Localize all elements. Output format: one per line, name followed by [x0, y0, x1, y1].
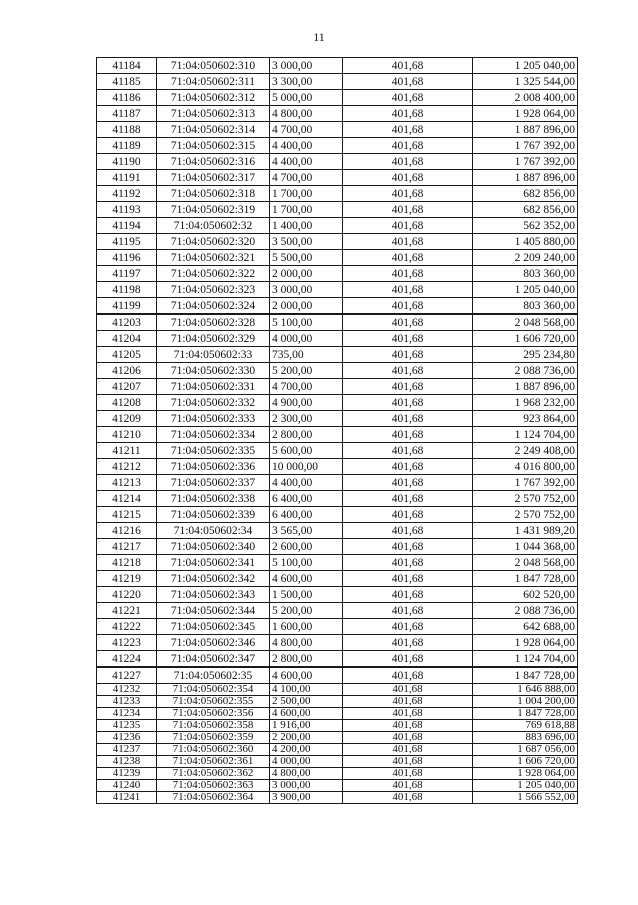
cadastral-number-cell: 71:04:050602:311 [157, 74, 270, 90]
row-number-cell: 41190 [97, 154, 157, 170]
cadastral-number-cell: 71:04:050602:313 [157, 106, 270, 122]
row-number-cell: 41223 [97, 635, 157, 651]
area-cell: 4 400,00 [270, 154, 343, 170]
cadastral-number-cell: 71:04:050602:323 [157, 282, 270, 298]
area-cell: 1 400,00 [270, 218, 343, 234]
specific-value-cell: 401,68 [343, 587, 473, 603]
cadastral-number-cell: 71:04:050602:344 [157, 603, 270, 619]
specific-value-cell: 401,68 [343, 331, 473, 347]
row-number-cell: 41209 [97, 411, 157, 427]
specific-value-cell: 401,68 [343, 603, 473, 619]
specific-value-cell: 401,68 [343, 234, 473, 250]
cadastral-value-cell: 1 687 056,00 [473, 744, 578, 756]
specific-value-cell: 401,68 [343, 347, 473, 363]
area-cell: 4 600,00 [270, 708, 343, 720]
specific-value-cell: 401,68 [343, 571, 473, 587]
table-row [97, 523, 578, 539]
table-row [97, 218, 578, 234]
row-number-cell: 41210 [97, 427, 157, 443]
cadastral-number-cell: 71:04:050602:312 [157, 90, 270, 106]
specific-value-cell: 401,68 [343, 411, 473, 427]
table-row [97, 696, 578, 708]
specific-value-cell: 401,68 [343, 443, 473, 459]
cadastral-value-cell: 2 048 568,00 [473, 555, 578, 571]
specific-value-cell: 401,68 [343, 395, 473, 411]
row-number-cell: 41232 [97, 684, 157, 696]
specific-value-cell: 401,68 [343, 619, 473, 635]
row-number-cell: 41239 [97, 768, 157, 780]
area-cell: 3 000,00 [270, 58, 343, 74]
specific-value-cell: 401,68 [343, 266, 473, 282]
cadastral-value-cell: 1 646 888,00 [473, 684, 578, 696]
row-number-cell: 41203 [97, 314, 157, 331]
cadastral-value-cell: 1 205 040,00 [473, 58, 578, 74]
row-number-cell: 41205 [97, 347, 157, 363]
cadastral-value-cell: 1 887 896,00 [473, 122, 578, 138]
cadastral-value-cell: 1 767 392,00 [473, 475, 578, 491]
cadastral-number-cell: 71:04:050602:321 [157, 250, 270, 266]
area-cell: 6 400,00 [270, 491, 343, 507]
cadastral-value-cell: 1 928 064,00 [473, 106, 578, 122]
cadastral-number-cell: 71:04:050602:318 [157, 186, 270, 202]
row-number-cell: 41227 [97, 667, 157, 684]
table-row [97, 363, 578, 379]
area-cell: 3 000,00 [270, 282, 343, 298]
cadastral-number-cell: 71:04:050602:332 [157, 395, 270, 411]
area-cell: 4 200,00 [270, 744, 343, 756]
row-number-cell: 41187 [97, 106, 157, 122]
cadastral-number-cell: 71:04:050602:324 [157, 298, 270, 315]
area-cell: 4 700,00 [270, 122, 343, 138]
row-number-cell: 41238 [97, 756, 157, 768]
area-cell: 4 800,00 [270, 768, 343, 780]
area-cell: 2 600,00 [270, 539, 343, 555]
table-row [97, 732, 578, 744]
cadastral-value-cell: 1 124 704,00 [473, 427, 578, 443]
cadastral-value-cell: 923 864,00 [473, 411, 578, 427]
area-cell: 2 000,00 [270, 298, 343, 315]
specific-value-cell: 401,68 [343, 202, 473, 218]
cadastral-number-cell: 71:04:050602:316 [157, 154, 270, 170]
table-row [97, 720, 578, 732]
row-number-cell: 41212 [97, 459, 157, 475]
cadastral-number-cell: 71:04:050602:328 [157, 314, 270, 331]
specific-value-cell: 401,68 [343, 154, 473, 170]
cadastral-value-cell: 2 048 568,00 [473, 314, 578, 331]
area-cell: 3 900,00 [270, 792, 343, 804]
specific-value-cell: 401,68 [343, 523, 473, 539]
area-cell: 3 565,00 [270, 523, 343, 539]
specific-value-cell: 401,68 [343, 732, 473, 744]
specific-value-cell: 401,68 [343, 475, 473, 491]
table-row [97, 74, 578, 90]
cadastral-number-cell: 71:04:050602:310 [157, 58, 270, 74]
cadastral-value-cell: 1 405 880,00 [473, 234, 578, 250]
specific-value-cell: 401,68 [343, 744, 473, 756]
area-cell: 4 800,00 [270, 635, 343, 651]
area-cell: 3 000,00 [270, 780, 343, 792]
specific-value-cell: 401,68 [343, 427, 473, 443]
row-number-cell: 41236 [97, 732, 157, 744]
cadastral-value-cell: 4 016 800,00 [473, 459, 578, 475]
area-cell: 4 000,00 [270, 756, 343, 768]
cadastral-value-cell: 562 352,00 [473, 218, 578, 234]
table-row [97, 58, 578, 74]
cadastral-number-cell: 71:04:050602:354 [157, 684, 270, 696]
row-number-cell: 41206 [97, 363, 157, 379]
cadastral-value-cell: 1 767 392,00 [473, 154, 578, 170]
specific-value-cell: 401,68 [343, 250, 473, 266]
row-number-cell: 41221 [97, 603, 157, 619]
cadastral-value-cell: 1 004 200,00 [473, 696, 578, 708]
row-number-cell: 41186 [97, 90, 157, 106]
specific-value-cell: 401,68 [343, 282, 473, 298]
cadastral-number-cell: 71:04:050602:331 [157, 379, 270, 395]
specific-value-cell: 401,68 [343, 491, 473, 507]
cadastral-number-cell: 71:04:050602:34 [157, 523, 270, 539]
cadastral-value-cell: 1 767 392,00 [473, 138, 578, 154]
row-number-cell: 41194 [97, 218, 157, 234]
specific-value-cell: 401,68 [343, 298, 473, 315]
cadastral-value-cell: 1 325 544,00 [473, 74, 578, 90]
cadastral-number-cell: 71:04:050602:333 [157, 411, 270, 427]
area-cell: 2 300,00 [270, 411, 343, 427]
cadastral-number-cell: 71:04:050602:336 [157, 459, 270, 475]
specific-value-cell: 401,68 [343, 555, 473, 571]
cadastral-value-cell: 642 688,00 [473, 619, 578, 635]
cadastral-number-cell: 71:04:050602:360 [157, 744, 270, 756]
row-number-cell: 41185 [97, 74, 157, 90]
cadastral-value-cell: 2 249 408,00 [473, 443, 578, 459]
specific-value-cell: 401,68 [343, 768, 473, 780]
specific-value-cell: 401,68 [343, 122, 473, 138]
specific-value-cell: 401,68 [343, 170, 473, 186]
cadastral-number-cell: 71:04:050602:363 [157, 780, 270, 792]
table-row [97, 491, 578, 507]
area-cell: 2 500,00 [270, 696, 343, 708]
table-row [97, 768, 578, 780]
table-row [97, 756, 578, 768]
area-cell: 735,00 [270, 347, 343, 363]
cadastral-value-cell: 2 088 736,00 [473, 363, 578, 379]
cadastral-number-cell: 71:04:050602:317 [157, 170, 270, 186]
row-number-cell: 41208 [97, 395, 157, 411]
specific-value-cell: 401,68 [343, 507, 473, 523]
table-row [97, 298, 578, 315]
cadastral-value-cell: 1 928 064,00 [473, 635, 578, 651]
cadastral-number-cell: 71:04:050602:340 [157, 539, 270, 555]
cadastral-number-cell: 71:04:050602:315 [157, 138, 270, 154]
area-cell: 4 400,00 [270, 475, 343, 491]
cadastral-value-cell: 602 520,00 [473, 587, 578, 603]
table-row [97, 459, 578, 475]
cadastral-number-cell: 71:04:050602:338 [157, 491, 270, 507]
cadastral-number-cell: 71:04:050602:359 [157, 732, 270, 744]
cadastral-value-cell: 1 847 728,00 [473, 571, 578, 587]
table-row [97, 507, 578, 523]
cadastral-value-cell: 1 847 728,00 [473, 708, 578, 720]
table-row [97, 708, 578, 720]
area-cell: 2 800,00 [270, 427, 343, 443]
table-row [97, 250, 578, 266]
specific-value-cell: 401,68 [343, 667, 473, 684]
area-cell: 2 000,00 [270, 266, 343, 282]
cadastral-value-cell: 682 856,00 [473, 186, 578, 202]
table-row [97, 475, 578, 491]
row-number-cell: 41204 [97, 331, 157, 347]
table-row [97, 587, 578, 603]
cadastral-number-cell: 71:04:050602:334 [157, 427, 270, 443]
specific-value-cell: 401,68 [343, 539, 473, 555]
table-row [97, 635, 578, 651]
specific-value-cell: 401,68 [343, 459, 473, 475]
cadastral-value-cell: 2 209 240,00 [473, 250, 578, 266]
cadastral-value-cell: 2 570 752,00 [473, 491, 578, 507]
table-row [97, 780, 578, 792]
area-cell: 6 400,00 [270, 507, 343, 523]
area-cell: 5 600,00 [270, 443, 343, 459]
cadastral-value-table [96, 57, 578, 804]
table-row [97, 539, 578, 555]
cadastral-value-cell: 2 570 752,00 [473, 507, 578, 523]
cadastral-number-cell: 71:04:050602:33 [157, 347, 270, 363]
area-cell: 4 600,00 [270, 571, 343, 587]
cadastral-number-cell: 71:04:050602:347 [157, 651, 270, 668]
cadastral-number-cell: 71:04:050602:32 [157, 218, 270, 234]
cadastral-number-cell: 71:04:050602:361 [157, 756, 270, 768]
row-number-cell: 41218 [97, 555, 157, 571]
area-cell: 1 916,00 [270, 720, 343, 732]
cadastral-value-cell: 2 088 736,00 [473, 603, 578, 619]
specific-value-cell: 401,68 [343, 780, 473, 792]
row-number-cell: 41237 [97, 744, 157, 756]
row-number-cell: 41197 [97, 266, 157, 282]
cadastral-number-cell: 71:04:050602:343 [157, 587, 270, 603]
specific-value-cell: 401,68 [343, 635, 473, 651]
area-cell: 10 000,00 [270, 459, 343, 475]
row-number-cell: 41184 [97, 58, 157, 74]
area-cell: 5 500,00 [270, 250, 343, 266]
area-cell: 3 300,00 [270, 74, 343, 90]
specific-value-cell: 401,68 [343, 684, 473, 696]
cadastral-number-cell: 71:04:050602:362 [157, 768, 270, 780]
table-row [97, 186, 578, 202]
area-cell: 1 700,00 [270, 186, 343, 202]
cadastral-value-cell: 883 696,00 [473, 732, 578, 744]
table-row [97, 411, 578, 427]
table-row [97, 427, 578, 443]
specific-value-cell: 401,68 [343, 696, 473, 708]
specific-value-cell: 401,68 [343, 651, 473, 668]
table-row [97, 122, 578, 138]
table-row [97, 170, 578, 186]
row-number-cell: 41216 [97, 523, 157, 539]
row-number-cell: 41189 [97, 138, 157, 154]
cadastral-number-cell: 71:04:050602:314 [157, 122, 270, 138]
cadastral-value-cell: 1 847 728,00 [473, 667, 578, 684]
table-row [97, 395, 578, 411]
table-row [97, 331, 578, 347]
cadastral-value-cell: 2 008 400,00 [473, 90, 578, 106]
row-number-cell: 41196 [97, 250, 157, 266]
row-number-cell: 41192 [97, 186, 157, 202]
row-number-cell: 41211 [97, 443, 157, 459]
table-row [97, 684, 578, 696]
row-number-cell: 41215 [97, 507, 157, 523]
specific-value-cell: 401,68 [343, 218, 473, 234]
cadastral-number-cell: 71:04:050602:345 [157, 619, 270, 635]
row-number-cell: 41195 [97, 234, 157, 250]
specific-value-cell: 401,68 [343, 74, 473, 90]
table-row [97, 234, 578, 250]
area-cell: 1 600,00 [270, 619, 343, 635]
row-number-cell: 41193 [97, 202, 157, 218]
table-row [97, 571, 578, 587]
specific-value-cell: 401,68 [343, 756, 473, 768]
specific-value-cell: 401,68 [343, 314, 473, 331]
row-number-cell: 41191 [97, 170, 157, 186]
area-cell: 5 200,00 [270, 363, 343, 379]
cadastral-value-cell: 295 234,80 [473, 347, 578, 363]
specific-value-cell: 401,68 [343, 708, 473, 720]
cadastral-value-cell: 1 205 040,00 [473, 282, 578, 298]
specific-value-cell: 401,68 [343, 58, 473, 74]
row-number-cell: 41188 [97, 122, 157, 138]
row-number-cell: 41224 [97, 651, 157, 668]
cadastral-value-cell: 1 205 040,00 [473, 780, 578, 792]
cadastral-value-cell: 1 606 720,00 [473, 756, 578, 768]
cadastral-value-cell: 1 887 896,00 [473, 170, 578, 186]
table-row [97, 154, 578, 170]
area-cell: 5 100,00 [270, 555, 343, 571]
table-row [97, 138, 578, 154]
cadastral-value-cell: 803 360,00 [473, 266, 578, 282]
row-number-cell: 41214 [97, 491, 157, 507]
area-cell: 4 100,00 [270, 684, 343, 696]
cadastral-number-cell: 71:04:050602:346 [157, 635, 270, 651]
cadastral-value-cell: 1 968 232,00 [473, 395, 578, 411]
cadastral-number-cell: 71:04:050602:356 [157, 708, 270, 720]
cadastral-number-cell: 71:04:050602:335 [157, 443, 270, 459]
area-cell: 4 400,00 [270, 138, 343, 154]
table-row [97, 443, 578, 459]
cadastral-number-cell: 71:04:050602:341 [157, 555, 270, 571]
table-row [97, 106, 578, 122]
cadastral-number-cell: 71:04:050602:355 [157, 696, 270, 708]
area-cell: 4 000,00 [270, 331, 343, 347]
table-row [97, 266, 578, 282]
row-number-cell: 41207 [97, 379, 157, 395]
table-row [97, 619, 578, 635]
area-cell: 1 700,00 [270, 202, 343, 218]
area-cell: 4 700,00 [270, 379, 343, 395]
row-number-cell: 41222 [97, 619, 157, 635]
table-row [97, 347, 578, 363]
area-cell: 2 200,00 [270, 732, 343, 744]
area-cell: 4 700,00 [270, 170, 343, 186]
table-body [97, 58, 578, 804]
table-row [97, 90, 578, 106]
specific-value-cell: 401,68 [343, 90, 473, 106]
area-cell: 5 000,00 [270, 90, 343, 106]
table-row [97, 202, 578, 218]
cadastral-number-cell: 71:04:050602:320 [157, 234, 270, 250]
row-number-cell: 41199 [97, 298, 157, 315]
cadastral-number-cell: 71:04:050602:337 [157, 475, 270, 491]
row-number-cell: 41233 [97, 696, 157, 708]
row-number-cell: 41217 [97, 539, 157, 555]
cadastral-number-cell: 71:04:050602:358 [157, 720, 270, 732]
row-number-cell: 41234 [97, 708, 157, 720]
row-number-cell: 41220 [97, 587, 157, 603]
area-cell: 4 800,00 [270, 106, 343, 122]
cadastral-value-cell: 682 856,00 [473, 202, 578, 218]
cadastral-number-cell: 71:04:050602:322 [157, 266, 270, 282]
page-number: 11 [313, 30, 325, 44]
row-number-cell: 41219 [97, 571, 157, 587]
area-cell: 4 600,00 [270, 667, 343, 684]
cadastral-number-cell: 71:04:050602:329 [157, 331, 270, 347]
cadastral-number-cell: 71:04:050602:330 [157, 363, 270, 379]
specific-value-cell: 401,68 [343, 379, 473, 395]
specific-value-cell: 401,68 [343, 106, 473, 122]
specific-value-cell: 401,68 [343, 186, 473, 202]
table-row [97, 667, 578, 684]
cadastral-number-cell: 71:04:050602:342 [157, 571, 270, 587]
table-row [97, 744, 578, 756]
cadastral-value-cell: 1 606 720,00 [473, 331, 578, 347]
cadastral-value-cell: 1 928 064,00 [473, 768, 578, 780]
cadastral-value-cell: 1 044 368,00 [473, 539, 578, 555]
cadastral-number-cell: 71:04:050602:35 [157, 667, 270, 684]
specific-value-cell: 401,68 [343, 792, 473, 804]
table-row [97, 314, 578, 331]
row-number-cell: 41240 [97, 780, 157, 792]
row-number-cell: 41241 [97, 792, 157, 804]
cadastral-value-cell: 1 566 552,00 [473, 792, 578, 804]
cadastral-value-cell: 1 887 896,00 [473, 379, 578, 395]
row-number-cell: 41235 [97, 720, 157, 732]
specific-value-cell: 401,68 [343, 720, 473, 732]
cadastral-value-cell: 1 431 989,20 [473, 523, 578, 539]
area-cell: 5 100,00 [270, 314, 343, 331]
table-row [97, 555, 578, 571]
cadastral-value-cell: 1 124 704,00 [473, 651, 578, 668]
specific-value-cell: 401,68 [343, 363, 473, 379]
area-cell: 1 500,00 [270, 587, 343, 603]
cadastral-number-cell: 71:04:050602:364 [157, 792, 270, 804]
area-cell: 2 800,00 [270, 651, 343, 668]
table-row [97, 792, 578, 804]
area-cell: 5 200,00 [270, 603, 343, 619]
area-cell: 4 900,00 [270, 395, 343, 411]
row-number-cell: 41198 [97, 282, 157, 298]
table-row [97, 282, 578, 298]
cadastral-value-cell: 769 618,88 [473, 720, 578, 732]
row-number-cell: 41213 [97, 475, 157, 491]
table-row [97, 603, 578, 619]
table-row [97, 379, 578, 395]
cadastral-number-cell: 71:04:050602:319 [157, 202, 270, 218]
area-cell: 3 500,00 [270, 234, 343, 250]
cadastral-value-cell: 803 360,00 [473, 298, 578, 315]
cadastral-number-cell: 71:04:050602:339 [157, 507, 270, 523]
table-row [97, 651, 578, 668]
specific-value-cell: 401,68 [343, 138, 473, 154]
